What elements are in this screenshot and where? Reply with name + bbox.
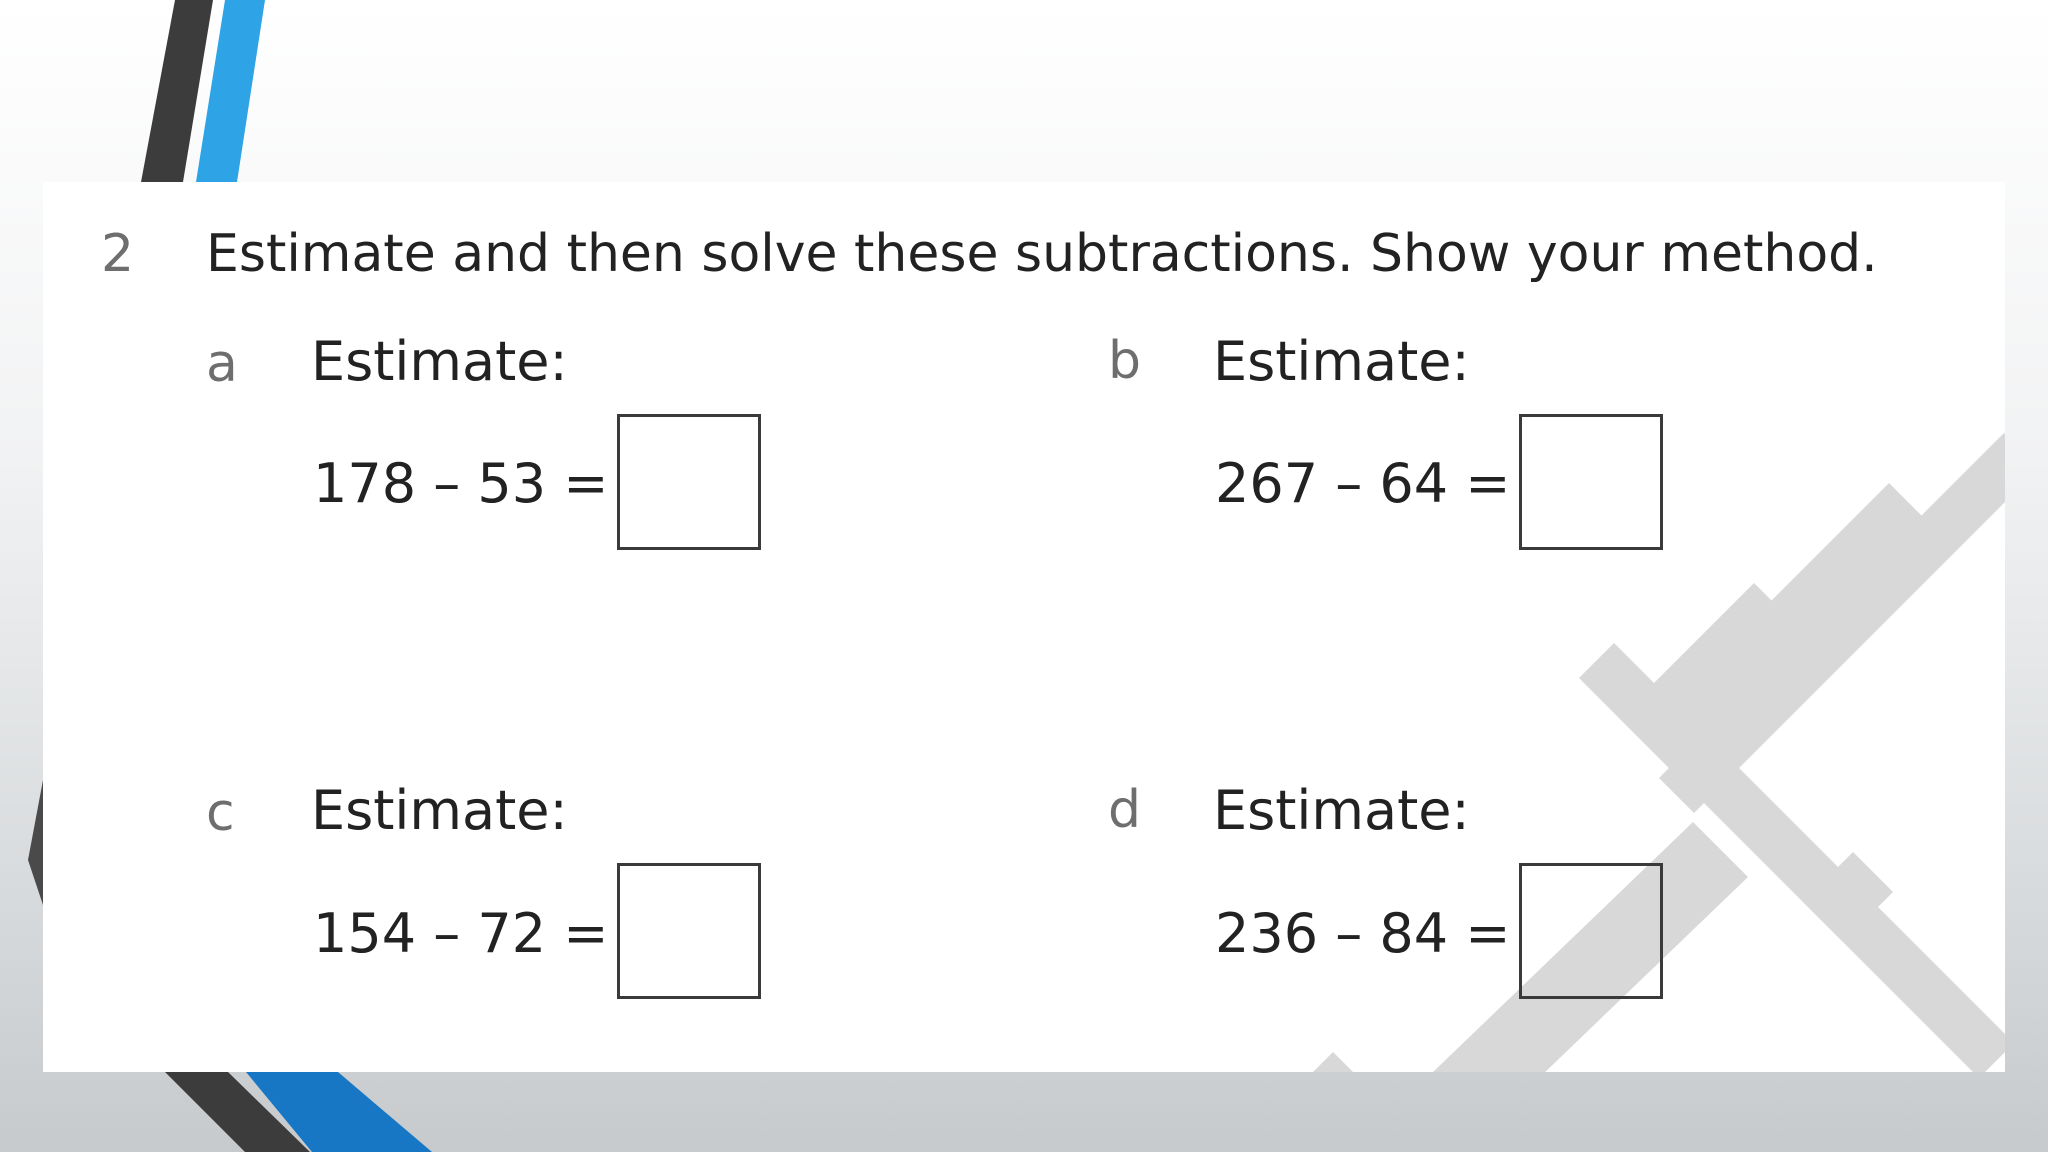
part-a-estimate-label: Estimate: <box>311 330 568 393</box>
part-b-letter: b <box>1108 331 1142 391</box>
part-b-estimate-label: Estimate: <box>1213 330 1470 393</box>
part-d-equation: 236 – 84 = <box>1215 902 1511 965</box>
part-c-answer-box[interactable] <box>617 863 761 999</box>
worksheet-card <box>43 182 2005 1072</box>
part-b-answer-box[interactable] <box>1519 414 1663 550</box>
part-c-letter: c <box>206 783 235 843</box>
part-b-equation: 267 – 64 = <box>1215 452 1511 515</box>
question-number: 2 <box>101 224 135 284</box>
part-c-equation: 154 – 72 = <box>313 902 609 965</box>
part-d-answer-box[interactable] <box>1519 863 1663 999</box>
left-edge-stripe <box>28 780 43 905</box>
part-a-letter: a <box>206 334 238 394</box>
part-d-estimate-label: Estimate: <box>1213 779 1470 842</box>
part-c-estimate-label: Estimate: <box>311 779 568 842</box>
part-a-answer-box[interactable] <box>617 414 761 550</box>
part-d-letter: d <box>1108 780 1142 840</box>
question-instructions: Estimate and then solve these subtractions. Show your method. <box>206 224 1878 284</box>
part-a-equation: 178 – 53 = <box>313 452 609 515</box>
